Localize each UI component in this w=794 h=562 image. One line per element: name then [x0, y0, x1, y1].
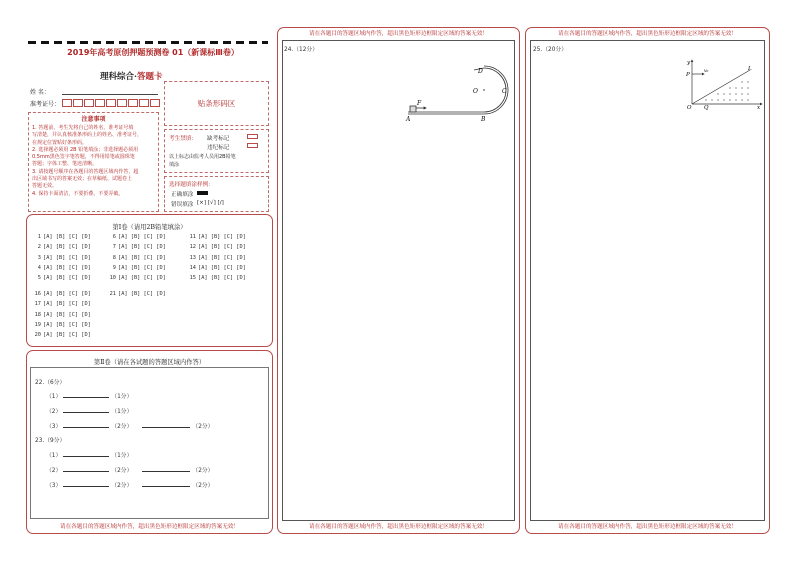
notice-item: 0.5mm黑色签字笔答题，不得用铅笔或圆珠笔	[32, 154, 135, 161]
choice-number: 21	[109, 291, 116, 297]
q22-3-score-a: （2分）	[111, 424, 133, 430]
barcode-area	[164, 81, 269, 126]
notice-title: 注意事项	[81, 116, 106, 123]
violation-checkbox[interactable]	[247, 143, 258, 148]
q22-3-blank-b[interactable]	[142, 423, 190, 428]
choice-row[interactable]	[107, 244, 166, 250]
forbid-box	[164, 129, 269, 173]
choice-options[interactable]: [A] [B] [C] [D]	[43, 301, 91, 308]
notice-list	[32, 125, 158, 198]
q22-3-score-b: （2分）	[192, 424, 214, 430]
q23-1-score: （1分）	[111, 453, 133, 459]
exam-number-label: 准考证号：	[30, 101, 61, 108]
label-F: F	[417, 100, 422, 107]
choice-row[interactable]	[32, 255, 91, 261]
q23-line-1[interactable]	[46, 450, 132, 459]
notice-item: 在规定位置贴好条形码。	[32, 139, 88, 146]
q25-figure	[684, 58, 764, 110]
notice-item: 答题无效。	[32, 183, 58, 190]
q22-2-score: （1分）	[111, 409, 133, 415]
block	[410, 106, 416, 112]
q25-label: 25.（20分）	[533, 47, 567, 53]
choice-options[interactable]: [A] [B] [C] [D]	[43, 234, 91, 240]
q22-1-num: （1）	[46, 394, 62, 400]
choice-number: 19	[34, 321, 41, 328]
choice-number: 12	[189, 244, 196, 251]
q23-3-score-a: （2分）	[111, 483, 133, 489]
label-y: y	[687, 60, 691, 66]
notice-item: 1. 答题前，考生先将自己的姓名，准考证号填	[32, 125, 134, 131]
header-note-col2: 请在各题目的答题区域内作答，超出黑色矩形边框限定区域的答案无效！	[308, 31, 488, 37]
choice-number: 3	[37, 254, 41, 261]
wrong-fill-marks: [×] [√] [/]	[197, 200, 224, 206]
choice-options[interactable]: [A] [B] [C] [D]	[198, 264, 246, 271]
notice-box	[28, 112, 159, 212]
label-L: L	[748, 66, 752, 72]
q23-3-blank-a[interactable]	[63, 482, 109, 487]
q23-line-3[interactable]	[46, 480, 213, 489]
label-D: D	[478, 68, 483, 75]
q23-3-score-b: （2分）	[192, 483, 214, 489]
field-dots	[705, 81, 748, 100]
q22-line-1[interactable]	[46, 391, 132, 400]
choice-number: 14	[189, 264, 196, 271]
q22-1-blank[interactable]	[63, 393, 109, 398]
label-O: O	[473, 88, 478, 95]
q23-2-score-b: （2分）	[192, 468, 214, 474]
choice-options[interactable]: [A] [B] [C] [D]	[43, 291, 91, 297]
choice-options[interactable]: [A] [B] [C] [D]	[118, 291, 166, 297]
notice-item: 4. 保持卡面清洁，不要折叠、不要弄破。	[32, 190, 124, 197]
choice-row[interactable]	[107, 275, 166, 281]
choice-number: 8	[112, 254, 116, 261]
choice-row[interactable]	[107, 234, 166, 240]
q23-3-num: （3）	[46, 483, 62, 489]
violation-label: 违纪标记	[207, 145, 230, 151]
choice-options[interactable]: [A] [B] [C] [D]	[198, 244, 246, 251]
choice-row[interactable]	[32, 265, 91, 271]
correct-fill-mark	[197, 191, 208, 195]
q23-2-num: （2）	[46, 468, 62, 474]
choice-number: 4	[37, 264, 41, 271]
choice-options[interactable]: [A] [B] [C] [D]	[198, 275, 246, 282]
name-label: 姓 名：	[30, 89, 50, 96]
choice-number: 1	[37, 234, 41, 240]
notice-item: 写清楚，并认真核准条形码上的姓名、准考证号，	[32, 132, 143, 139]
choice-number: 2	[37, 244, 41, 251]
choice-number: 20	[34, 332, 41, 339]
choice-options[interactable]: [A] [B] [C] [D]	[118, 254, 166, 261]
q22-label: 22.（6分）	[35, 380, 66, 386]
choice-row[interactable]	[32, 301, 91, 307]
fill-example-box	[164, 176, 269, 212]
choice-row[interactable]	[187, 255, 246, 261]
choice-options[interactable]: [A] [B] [C] [D]	[43, 311, 91, 318]
q23-3-blank-b[interactable]	[142, 482, 190, 487]
choice-row[interactable]	[32, 234, 91, 240]
label-P: P	[686, 72, 690, 78]
choice-number: 13	[189, 254, 196, 261]
choice-options[interactable]: [A] [B] [C] [D]	[43, 244, 91, 251]
q24-label: 24.（12分）	[284, 47, 318, 53]
choice-options[interactable]: [A] [B] [C] [D]	[43, 264, 91, 271]
choice-row[interactable]	[107, 265, 166, 271]
choice-options[interactable]: [A] [B] [C] [D]	[118, 244, 166, 251]
q23-1-blank[interactable]	[63, 452, 109, 457]
q24-figure	[400, 62, 515, 124]
footer-note-col1: 请在各题目的答题区域内作答，超出黑色矩形边框限定区域的答案无效！	[59, 524, 239, 530]
choice-row[interactable]	[187, 244, 246, 250]
choice-options[interactable]: [A] [B] [C] [D]	[43, 254, 91, 261]
choice-number: 9	[112, 264, 116, 271]
choice-number: 10	[109, 275, 116, 282]
label-x: x	[757, 105, 761, 110]
choice-options[interactable]: [A] [B] [C] [D]	[118, 275, 166, 282]
choice-row[interactable]	[187, 275, 246, 281]
wrong-fill-label: 错误填涂	[171, 202, 194, 208]
section-2-answer-frame	[30, 367, 269, 519]
barcode-label: 贴条形码区	[197, 99, 236, 108]
footer-note-col3: 请在各题目的答题区域内作答，超出黑色矩形边框限定区域的答案无效！	[557, 524, 737, 530]
q22-line-2[interactable]	[46, 406, 132, 415]
choice-row[interactable]	[107, 291, 166, 297]
fill-example-title: 选择题填涂样例：	[169, 182, 214, 188]
choice-number: 18	[34, 311, 41, 318]
choice-row[interactable]	[32, 332, 91, 338]
q23-2-score-a: （2分）	[111, 468, 133, 474]
absent-label: 缺考标记	[207, 136, 230, 142]
q23-label: 23.（9分）	[35, 438, 66, 444]
choice-row[interactable]	[107, 255, 166, 261]
forbid-note-2: 填涂	[169, 162, 180, 168]
label-C: C	[502, 88, 507, 95]
card-label: 答题卡	[136, 72, 163, 82]
sheet-subtitle	[100, 70, 162, 82]
choice-row[interactable]	[32, 275, 91, 281]
label-O: O	[687, 105, 692, 110]
q22-3-blank-a[interactable]	[63, 423, 109, 428]
choice-row[interactable]	[32, 322, 91, 328]
choice-number: 6	[112, 234, 116, 240]
notice-item: 2. 选择题必须用 2B 铅笔填涂；非选择题必须用	[32, 146, 139, 153]
boundary-line	[692, 70, 750, 104]
q22-2-blank[interactable]	[63, 408, 109, 413]
forbid-label: 考生禁填：	[169, 136, 197, 142]
choice-number: 16	[34, 291, 41, 297]
choice-number: 7	[112, 244, 116, 251]
correct-fill-label: 正确填涂	[171, 192, 194, 198]
q23-2-blank-b[interactable]	[142, 467, 190, 472]
choice-number: 15	[189, 275, 196, 282]
choice-options[interactable]: [A] [B] [C] [D]	[198, 254, 246, 261]
forbid-note: 以上标志由监考人员用2B铅笔	[169, 154, 236, 160]
notice-item: 出区域书写的答案无效；在草稿纸、试题卷上	[32, 176, 133, 183]
subject-label: 理科综合·	[100, 72, 137, 82]
q22-line-3[interactable]	[46, 421, 213, 430]
q23-line-2[interactable]	[46, 465, 213, 474]
notice-item: 3. 请按题号顺序在各题目的答题区域内作答，超	[32, 168, 139, 175]
q22-3-num: （3）	[46, 424, 62, 430]
notice-item: 答题；字体工整、笔迹清晰。	[32, 161, 98, 168]
exam-title: 2019年高考原创押题预测卷 01（新课标Ⅲ卷）	[67, 48, 239, 57]
absent-checkbox[interactable]	[247, 134, 258, 139]
choice-number: 17	[34, 301, 41, 308]
choice-options[interactable]: [A] [B] [C] [D]	[118, 264, 166, 271]
choice-row[interactable]	[32, 291, 91, 297]
footer-note-col2: 请在各题目的答题区域内作答，超出黑色矩形边框限定区域的答案无效！	[308, 524, 488, 530]
top-dash-bar	[28, 41, 268, 44]
header-note-col3: 请在各题目的答题区域内作答，超出黑色矩形边框限定区域的答案无效！	[557, 31, 737, 37]
choice-options[interactable]: [A] [B] [C] [D]	[43, 321, 91, 328]
choice-number: 11	[189, 234, 196, 240]
choice-row[interactable]	[187, 265, 246, 271]
choice-options[interactable]: [A] [B] [C] [D]	[198, 234, 246, 240]
choice-row[interactable]	[187, 234, 246, 240]
q22-1-score: （1分）	[111, 394, 133, 400]
choice-options[interactable]: [A] [B] [C] [D]	[43, 332, 91, 339]
label-A: A	[406, 116, 411, 123]
label-v0: v₀	[704, 69, 709, 74]
section-2-title: 第Ⅱ卷（请在各试题的答题区域内作答）	[93, 359, 206, 366]
q23-1-num: （1）	[46, 453, 62, 459]
choice-options[interactable]: [A] [B] [C] [D]	[118, 234, 166, 240]
choice-number: 5	[37, 275, 41, 282]
name-field[interactable]	[62, 94, 158, 95]
label-B: B	[481, 116, 486, 123]
exam-number-cells[interactable]	[62, 99, 161, 107]
choice-row[interactable]	[32, 312, 91, 318]
section-1-title: 第Ⅰ卷（请用2B铅笔填涂）	[112, 224, 187, 231]
q25-answer-frame[interactable]	[530, 40, 765, 521]
choice-options[interactable]: [A] [B] [C] [D]	[43, 275, 91, 282]
q22-2-num: （2）	[46, 409, 62, 415]
label-Q: Q	[704, 105, 709, 110]
choice-row[interactable]	[32, 244, 91, 250]
q23-2-blank-a[interactable]	[63, 467, 109, 472]
